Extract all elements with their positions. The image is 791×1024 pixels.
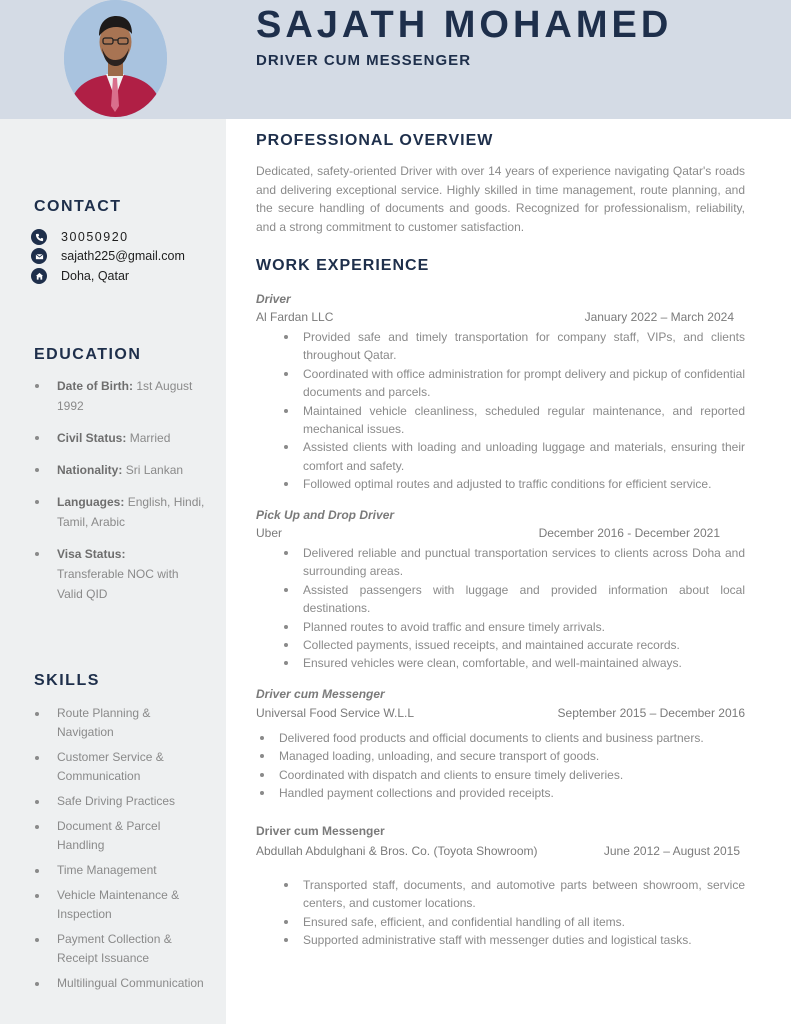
- list-item: Handled payment collections and provided receipts.: [256, 784, 745, 802]
- header-band: [0, 0, 791, 119]
- contact-email-text[interactable]: sajath225@gmail.com: [61, 249, 185, 263]
- email-icon: [31, 248, 47, 264]
- list-item: Multilingual Communication: [34, 974, 209, 993]
- list-item: Ensured vehicles were clean, comfortable, and well-maintained always.: [280, 654, 745, 672]
- contact-phone: [31, 228, 129, 246]
- list-item: Followed optimal routes and adjusted to traffic conditions for efficient service.: [280, 475, 745, 493]
- list-item: Delivered food products and official documents to clients and business partners.: [256, 729, 745, 747]
- candidate-name: SAJATH MOHAMED: [256, 4, 673, 46]
- list-item: Assisted passengers with luggage and provided information about local destinations.: [280, 581, 745, 618]
- job-role: Driver cum Messenger: [256, 824, 385, 838]
- list-item: Safe Driving Practices: [34, 792, 209, 811]
- job-bullets: [256, 729, 745, 803]
- list-item: Maintained vehicle cleanliness, scheduled regular maintenance, and reported mechanical issues.: [280, 402, 745, 439]
- list-item: Provided safe and timely transportation for company staff, VIPs, and clients throughout Qatar.: [280, 328, 745, 365]
- job-dates: September 2015 – December 2016: [557, 706, 745, 720]
- job-role: Driver cum Messenger: [256, 687, 385, 701]
- list-item: Document & Parcel Handling: [34, 817, 209, 855]
- list-item: Payment Collection & Receipt Issuance: [34, 930, 209, 968]
- skills-list: [34, 704, 209, 993]
- candidate-title: DRIVER CUM MESSENGER: [256, 52, 472, 69]
- job-company: Uber: [256, 526, 283, 540]
- list-item: Transported staff, documents, and automotive parts between showroom, service centers, and customer locations.: [280, 876, 745, 913]
- list-item: Vehicle Maintenance & Inspection: [34, 886, 209, 924]
- contact-location-text: Doha, Qatar: [61, 269, 130, 283]
- job-company: Abdullah Abdulghani & Bros. Co. (Toyota Showroom): [256, 844, 538, 858]
- contact-location: [31, 267, 129, 285]
- job-dates: December 2016 - December 2021: [538, 526, 720, 540]
- job-bullets: [280, 544, 745, 673]
- work-heading: WORK EXPERIENCE: [256, 257, 430, 274]
- list-item: Languages: English, Hindi, Tamil, Arabic: [34, 492, 214, 532]
- list-item: Assisted clients with loading and unloading luggage and materials, ensuring their comfort and safety.: [280, 438, 745, 475]
- list-item: Time Management: [34, 861, 209, 880]
- list-item: Route Planning & Navigation: [34, 704, 209, 742]
- list-item: Ensured safe, efficient, and confidential handling of all items.: [280, 913, 745, 931]
- education-list: [34, 376, 214, 604]
- job-company: Al Fardan LLC: [256, 310, 334, 324]
- list-item: Collected payments, issued receipts, and maintained accurate records.: [280, 636, 745, 654]
- profile-photo: [64, 0, 167, 117]
- list-item: Nationality: Sri Lankan: [34, 460, 214, 480]
- job-company: Universal Food Service W.L.L: [256, 706, 415, 720]
- list-item: Visa Status: Transferable NOC with Valid QID: [34, 544, 184, 604]
- list-item: Coordinated with office administration for prompt delivery and pickup of confidential documents and parcels.: [280, 365, 745, 402]
- list-item: Supported administrative staff with messenger duties and logistical tasks.: [280, 931, 745, 949]
- list-item: Coordinated with dispatch and clients to ensure timely deliveries.: [256, 766, 745, 784]
- skills-heading: SKILLS: [34, 672, 100, 689]
- job-dates: June 2012 – August 2015: [603, 844, 740, 858]
- contact-email: [31, 247, 185, 265]
- contact-heading: CONTACT: [34, 198, 122, 215]
- overview-text: Dedicated, safety-oriented Driver with over 14 years of experience navigating Qatar's roads and delivering exceptional service. Highly skilled in time management, route planning, and the secure handling of documents and goods. Recognized for professionalism, reliability, and a strong commitment to customer satisfaction.: [256, 164, 745, 234]
- job-dates: January 2022 – March 2024: [584, 310, 734, 324]
- phone-icon: [31, 229, 47, 245]
- person-avatar-icon: [64, 0, 167, 117]
- job-bullets: [280, 328, 745, 494]
- list-item: Managed loading, unloading, and secure transport of goods.: [256, 747, 745, 765]
- list-item: Planned routes to avoid traffic and ensure timely arrivals.: [280, 618, 745, 636]
- job-role: Driver: [256, 292, 291, 306]
- list-item: Date of Birth: 1st August 1992: [34, 376, 214, 416]
- job-role: Pick Up and Drop Driver: [256, 508, 395, 522]
- education-heading: EDUCATION: [34, 346, 142, 363]
- job-bullets: [280, 876, 745, 950]
- list-item: Civil Status: Married: [34, 428, 214, 448]
- contact-phone-text: 30050920: [61, 230, 129, 244]
- list-item: Customer Service & Communication: [34, 748, 209, 786]
- location-icon: [31, 268, 47, 284]
- overview-heading: PROFESSIONAL OVERVIEW: [256, 132, 494, 149]
- list-item: Delivered reliable and punctual transportation services to clients across Doha and surrounding areas.: [280, 544, 745, 581]
